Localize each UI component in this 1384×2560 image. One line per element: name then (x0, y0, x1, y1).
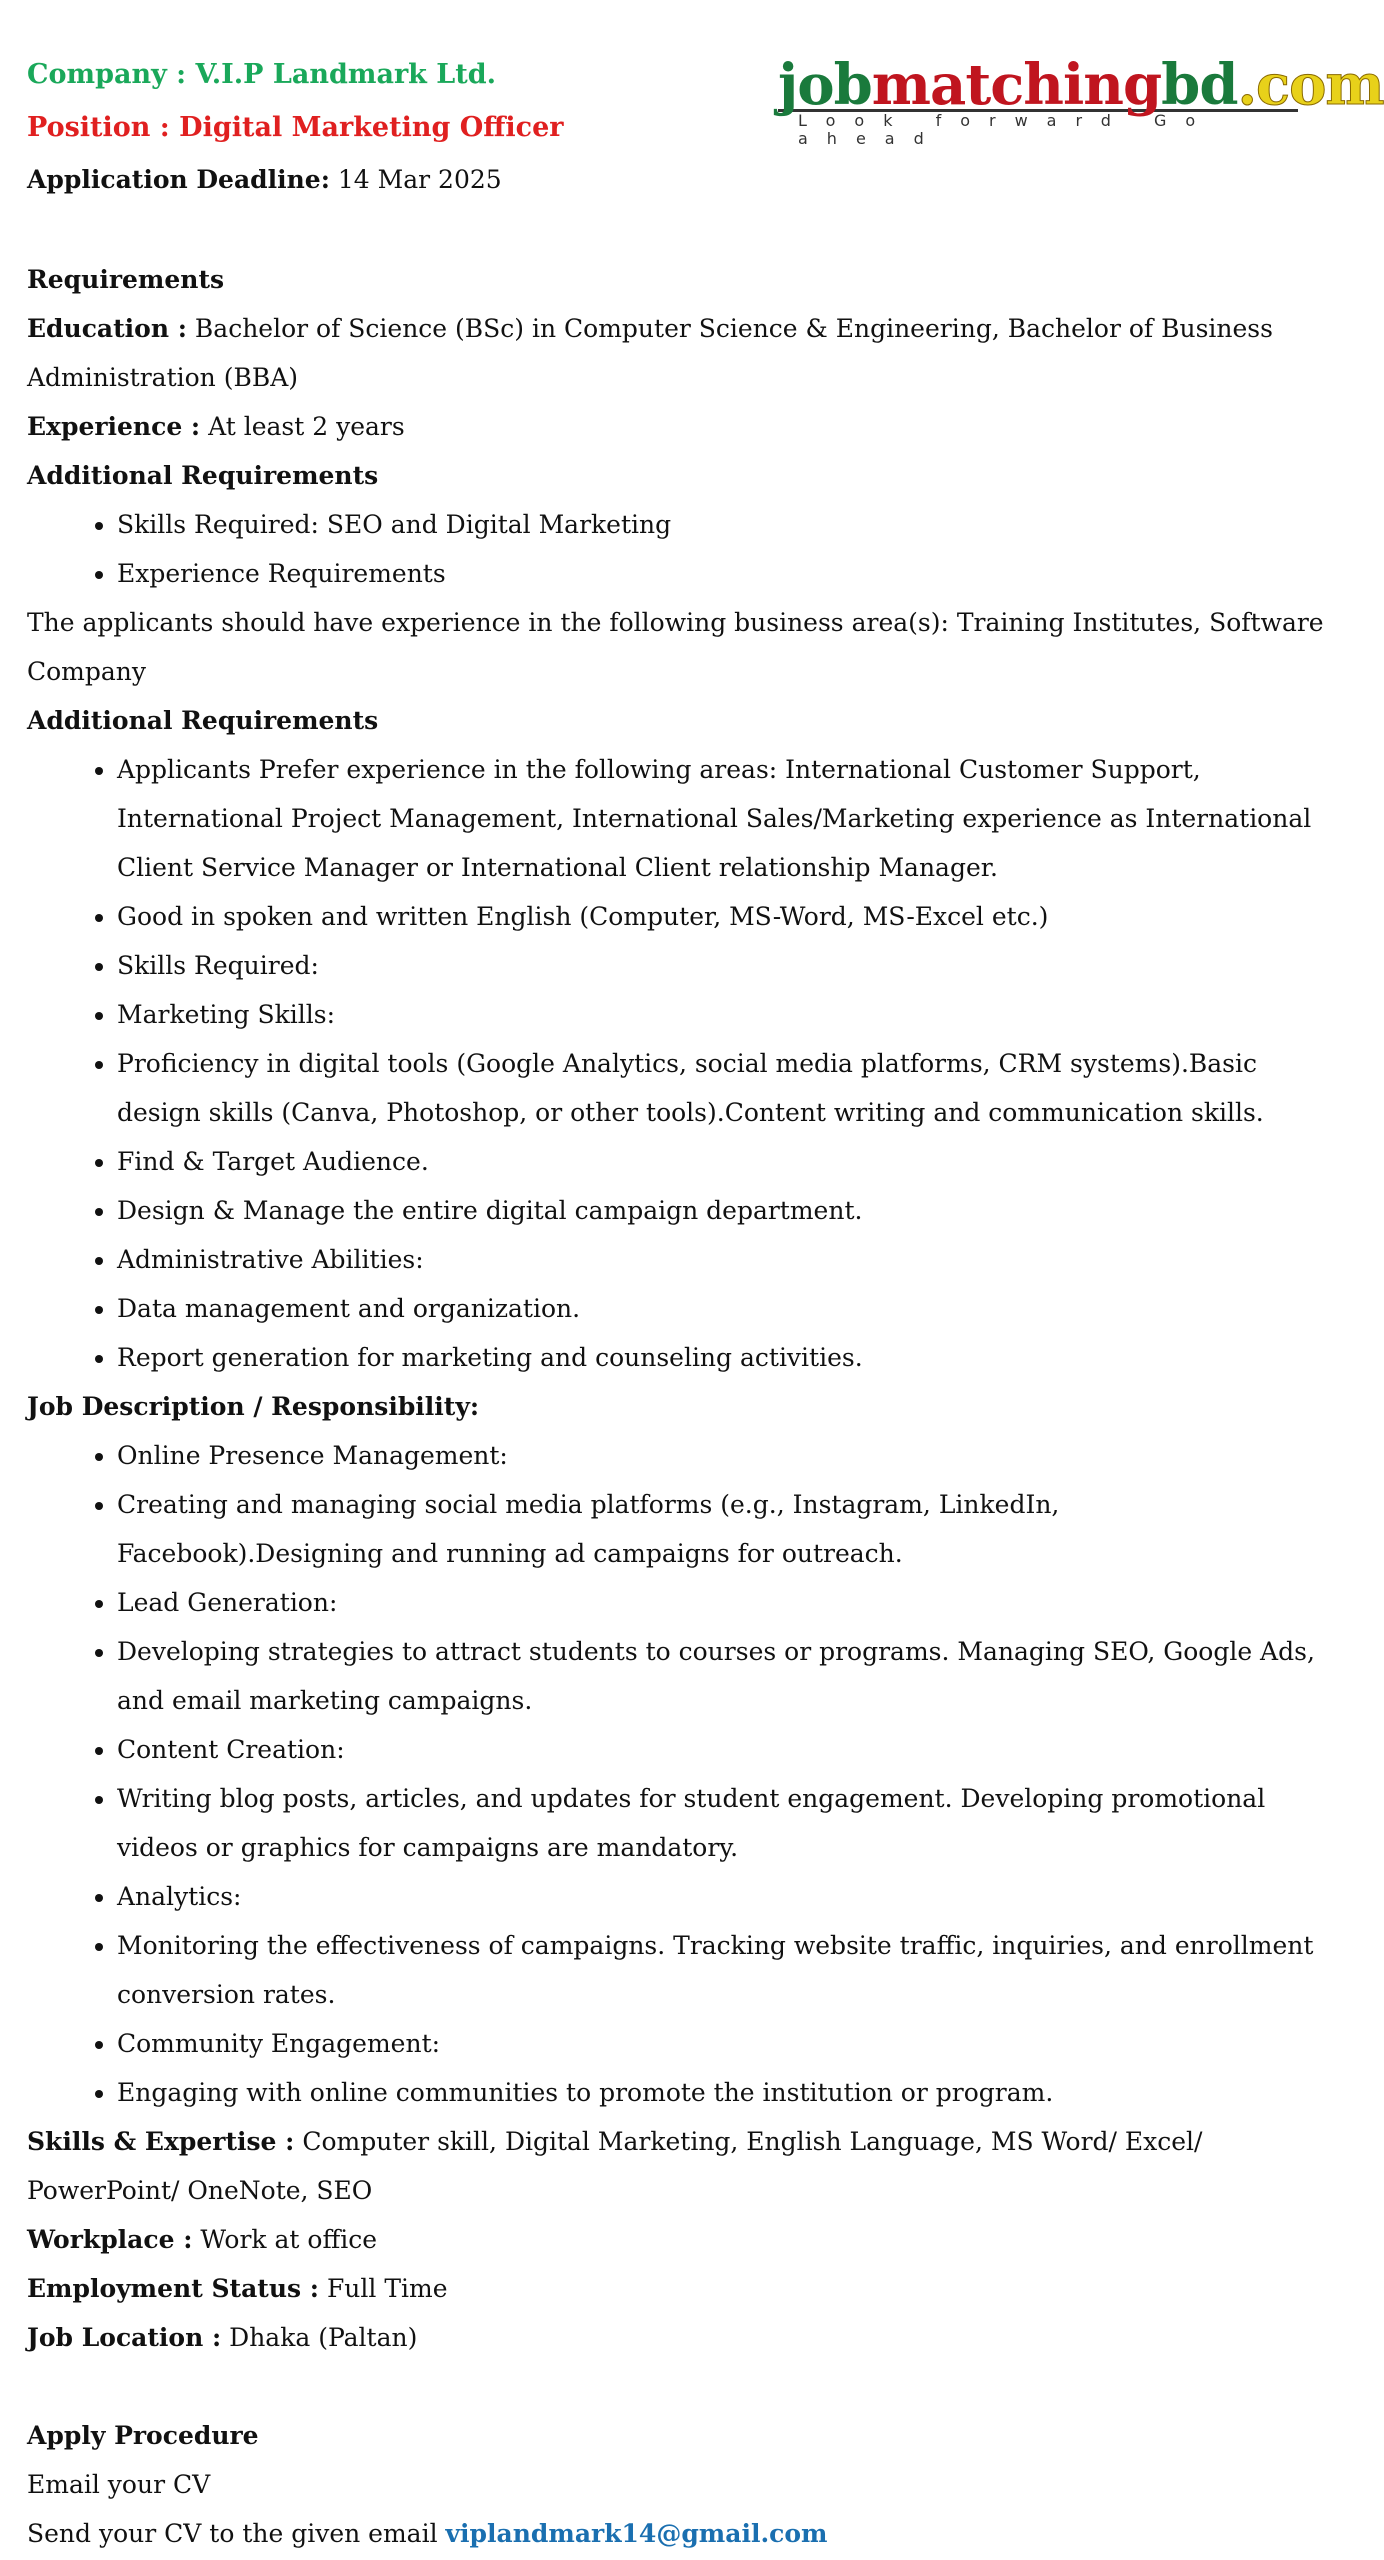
workplace-label: Workplace : (27, 2225, 193, 2254)
job-description-heading (27, 1382, 1327, 1431)
experience-value: At least 2 years (200, 412, 405, 441)
requirements-heading (27, 255, 1327, 304)
employment-status-value: Full Time (319, 2274, 448, 2303)
apply-send-text: Send your CV to the given email (27, 2519, 446, 2548)
business-area-text: The applicants should have experience in the following business area(s): Training Institutes, Software Company (27, 608, 1324, 686)
education-label: Education : (27, 314, 187, 343)
logo-tagline: Look forward Go ahead (778, 109, 1298, 148)
application-deadline (27, 155, 502, 205)
list-item: • Lead Generation: (117, 1578, 1327, 1627)
list-item: • Community Engagement: (117, 2019, 1327, 2068)
job-content (27, 255, 1327, 2558)
logo-part-matching: matching (871, 52, 1162, 118)
apply-procedure-heading (27, 2411, 1327, 2460)
experience-label: Experience : (27, 412, 201, 441)
list-item: • Monitoring the effectiveness of campaigns. Tracking website traffic, inquiries, and enrollment conversion rates. (117, 1921, 1327, 2019)
list-item: • Administrative Abilities: (117, 1235, 1327, 1284)
list-item: • Online Presence Management: (117, 1431, 1327, 1480)
logo-part-com: .com (1237, 52, 1384, 118)
apply-heading-text: Apply Procedure (27, 2421, 259, 2450)
list-item: • Marketing Skills: (117, 990, 1327, 1039)
additional-requirements-list-1 (27, 500, 1327, 598)
skills-line (27, 2117, 1327, 2215)
list-item: • Good in spoken and written English (Computer, MS-Word, MS-Excel etc.) (117, 892, 1327, 941)
list-item: • Engaging with online communities to promote the institution or program. (117, 2068, 1327, 2117)
apply-email-line (27, 2509, 1327, 2558)
additional-requirements-list-2 (27, 745, 1327, 1382)
position-title: Position : Digital Marketing Officer (27, 112, 564, 143)
list-item: • Report generation for marketing and counseling activities. (117, 1333, 1327, 1382)
deadline-value: 14 Mar 2025 (329, 165, 502, 194)
job-location-line (27, 2313, 1327, 2362)
job-location-label: Job Location : (27, 2323, 222, 2352)
additional-heading-1-text: Additional Requirements (27, 461, 379, 490)
requirements-heading-text: Requirements (27, 265, 225, 294)
list-item: • Creating and managing social media platforms (e.g., Instagram, LinkedIn, Facebook).Designing and running ad campaigns for outreach. (117, 1480, 1327, 1578)
logo-part-job: job (778, 52, 872, 118)
additional-heading-2-text: Additional Requirements (27, 706, 379, 735)
workplace-value: Work at office (192, 2225, 377, 2254)
list-item: • Proficiency in digital tools (Google Analytics, social media platforms, CRM systems).Basic design skills (Canva, Photoshop, or other tools).Content writing and communication skills. (117, 1039, 1327, 1137)
job-description-list (27, 1431, 1327, 2117)
list-item: • Skills Required: SEO and Digital Marketing (117, 500, 1327, 549)
list-item: • Find & Target Audience. (117, 1137, 1327, 1186)
education-value: Bachelor of Science (BSc) in Computer Science & Engineering, Bachelor of Business Administration (BBA) (27, 314, 1273, 392)
experience-line (27, 402, 1327, 451)
additional-requirements-heading-1 (27, 451, 1327, 500)
company-name: Company : V.I.P Landmark Ltd. (27, 59, 497, 90)
list-item: • Data management and organization. (117, 1284, 1327, 1333)
list-item: • Writing blog posts, articles, and updates for student engagement. Developing promotional videos or graphics for campaigns are mandatory. (117, 1774, 1327, 1872)
logo-part-bd: bd (1161, 52, 1238, 118)
skills-value: Computer skill, Digital Marketing, English Language, MS Word/ Excel/ PowerPoint/ OneNote, SEO (27, 2127, 1203, 2205)
jobmatchingbd-logo (778, 52, 1384, 148)
logo-wordmark (778, 52, 1384, 118)
list-item: • Developing strategies to attract students to courses or programs. Managing SEO, Google Ads, and email marketing campaigns. (117, 1627, 1327, 1725)
workplace-line (27, 2215, 1327, 2264)
skills-label: Skills & Expertise : (27, 2127, 295, 2156)
additional-requirements-heading-2 (27, 696, 1327, 745)
employment-status-line (27, 2264, 1327, 2313)
list-item: • Applicants Prefer experience in the following areas: International Customer Support, International Project Management, International Sales/Marketing experience as International Client Service Manager or International Client relationship Manager. (117, 745, 1327, 892)
apply-method: Email your CV (27, 2470, 211, 2499)
list-item: • Content Creation: (117, 1725, 1327, 1774)
employment-status-label: Employment Status : (27, 2274, 320, 2303)
education-line (27, 304, 1327, 402)
apply-email-link[interactable]: viplandmark14@gmail.com (445, 2519, 828, 2548)
list-item: • Design & Manage the entire digital campaign department. (117, 1186, 1327, 1235)
job-description-heading-text: Job Description / Responsibility: (27, 1392, 480, 1421)
list-item: • Analytics: (117, 1872, 1327, 1921)
deadline-label: Application Deadline: (27, 165, 330, 194)
job-location-value: Dhaka (Paltan) (221, 2323, 418, 2352)
spacer (27, 2362, 1327, 2411)
list-item: • Skills Required: (117, 941, 1327, 990)
list-item: • Experience Requirements (117, 549, 1327, 598)
